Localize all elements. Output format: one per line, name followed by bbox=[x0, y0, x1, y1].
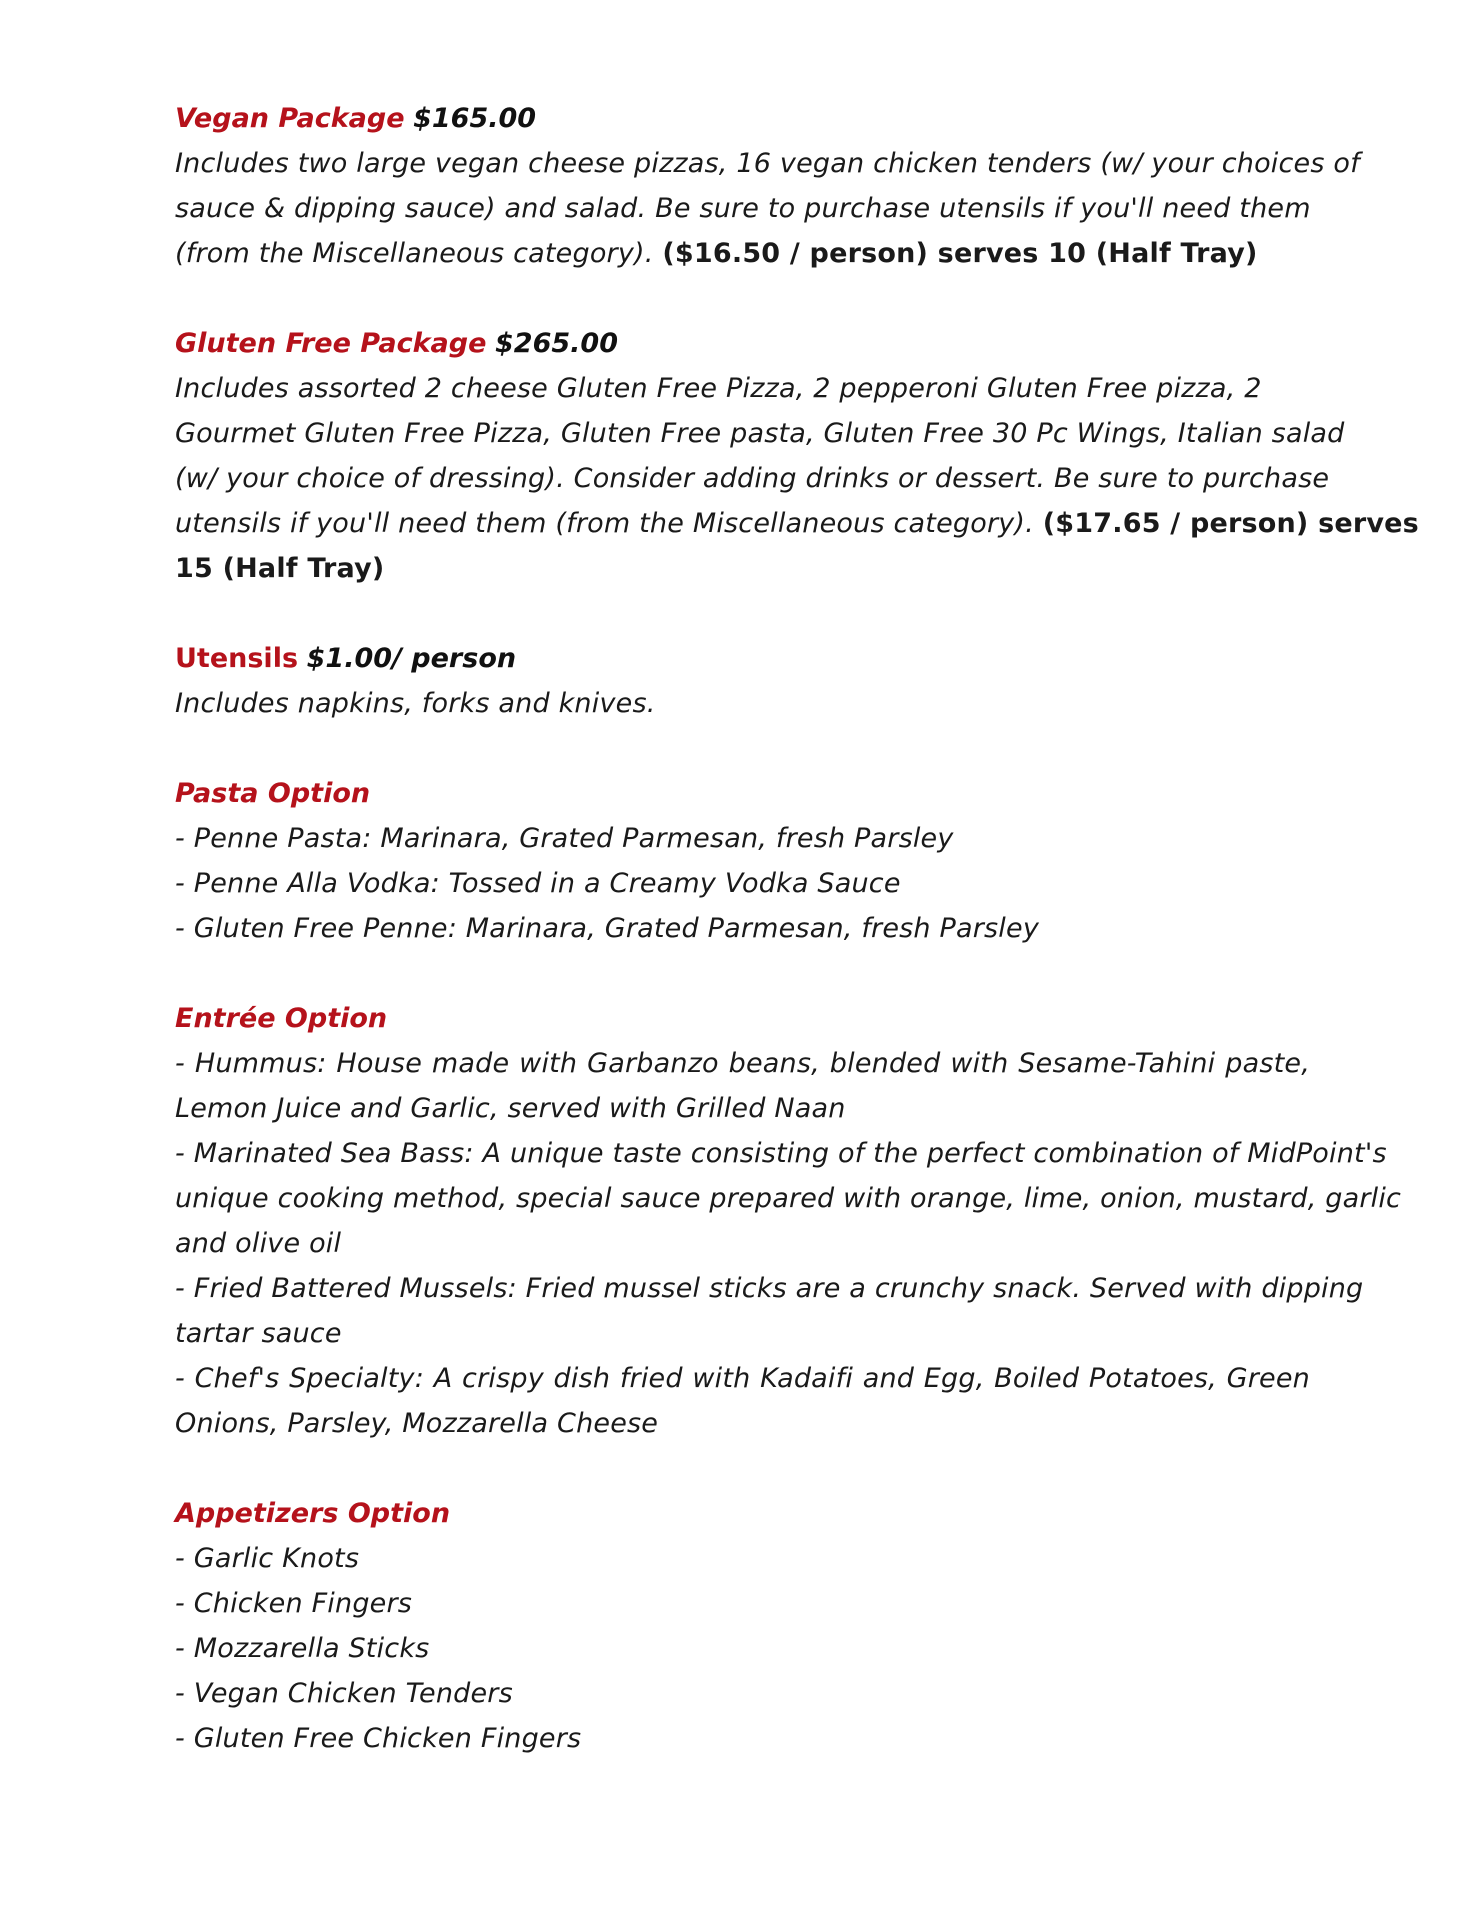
gluten-free-serving-note: 15 (Half Tray) bbox=[175, 553, 385, 584]
list-item: - Gluten Free Chicken Fingers bbox=[175, 1723, 582, 1754]
gluten-free-description-line: utensils if you'll need them (from the Miscellaneous category). ($17.65 / person) serves bbox=[175, 508, 1419, 539]
entree-description-line: - Fried Battered Mussels: Fried mussel sticks are a crunchy snack. Served with dipping bbox=[175, 1273, 1364, 1304]
list-item: - Chicken Fingers bbox=[175, 1588, 413, 1619]
utensils-description-line: Includes napkins, forks and knives. bbox=[175, 688, 656, 719]
gluten-free-description-line: Includes assorted 2 cheese Gluten Free Pizza, 2 pepperoni Gluten Free pizza, 2 bbox=[175, 373, 1262, 404]
vegan-package-price: $165.00 bbox=[413, 103, 537, 134]
entree-description-line: - Hummus: House made with Garbanzo beans, blended with Sesame-Tahini paste, bbox=[175, 1048, 1310, 1079]
list-item: - Garlic Knots bbox=[175, 1543, 360, 1574]
vegan-description-line: sauce & dipping sauce) and salad. Be sure to purchase utensils if you'll need them bbox=[175, 193, 1311, 224]
list-item: - Gluten Free Penne: Marinara, Grated Parmesan, fresh Parsley bbox=[175, 913, 1039, 944]
entree-option-name: Entrée Option bbox=[175, 1003, 388, 1034]
utensils-name: Utensils bbox=[175, 643, 299, 674]
utensils-price: $1.00/ person bbox=[306, 643, 517, 674]
list-item: - Penne Alla Vodka: Tossed in a Creamy Vodka Sauce bbox=[175, 868, 901, 899]
entree-description-line: - Chef's Specialty: A crispy dish fried with Kadaifi and Egg, Boiled Potatoes, Green bbox=[175, 1363, 1310, 1394]
menu-page bbox=[175, 96, 1419, 1761]
gluten-free-serving-note: ($17.65 / person) serves bbox=[1042, 508, 1419, 539]
entree-description-line: Onions, Parsley, Mozzarella Cheese bbox=[175, 1408, 659, 1439]
list-item: - Mozzarella Sticks bbox=[175, 1633, 430, 1664]
gluten-free-package-price: $265.00 bbox=[495, 328, 618, 359]
vegan-package-heading bbox=[175, 96, 1310, 141]
entree-description-line: unique cooking method, special sauce prepared with orange, lime, onion, mustard, garlic bbox=[175, 1183, 1402, 1214]
entree-description-line: tartar sauce bbox=[175, 1318, 342, 1349]
entree-option-heading bbox=[175, 996, 1310, 1041]
list-item: - Vegan Chicken Tenders bbox=[175, 1678, 513, 1709]
gluten-free-description-line: Gourmet Gluten Free Pizza, Gluten Free pasta, Gluten Free 30 Pc Wings, Italian salad bbox=[175, 418, 1345, 449]
pasta-option-name: Pasta Option bbox=[175, 778, 371, 809]
appetizers-option-name: Appetizers Option bbox=[175, 1498, 451, 1529]
vegan-serving-note: ($16.50 / person) serves 10 (Half Tray) bbox=[662, 238, 1258, 269]
list-item: - Penne Pasta: Marinara, Grated Parmesan, fresh Parsley bbox=[175, 823, 954, 854]
vegan-description-line: Includes two large vegan cheese pizzas, 16 vegan chicken tenders (w/ your choices of bbox=[175, 148, 1360, 179]
gluten-free-package-heading bbox=[175, 321, 1310, 366]
entree-description-line: - Marinated Sea Bass: A unique taste consisting of the perfect combination of MidPoint's bbox=[175, 1138, 1387, 1169]
appetizers-option-heading bbox=[175, 1491, 1310, 1536]
pasta-option-heading bbox=[175, 771, 1310, 816]
gluten-free-package-name: Gluten Free Package bbox=[175, 328, 487, 359]
vegan-package-name: Vegan Package bbox=[175, 103, 405, 134]
entree-description-line: Lemon Juice and Garlic, served with Grilled Naan bbox=[175, 1093, 846, 1124]
entree-description-line: and olive oil bbox=[175, 1228, 342, 1259]
gluten-free-description-line bbox=[175, 546, 1310, 591]
utensils-heading bbox=[175, 636, 1310, 681]
gluten-free-description-line: (w/ your choice of dressing). Consider adding drinks or dessert. Be sure to purchase bbox=[175, 463, 1330, 494]
vegan-description-line: (from the Miscellaneous category). ($16.50 / person) serves 10 (Half Tray) bbox=[175, 238, 1258, 269]
